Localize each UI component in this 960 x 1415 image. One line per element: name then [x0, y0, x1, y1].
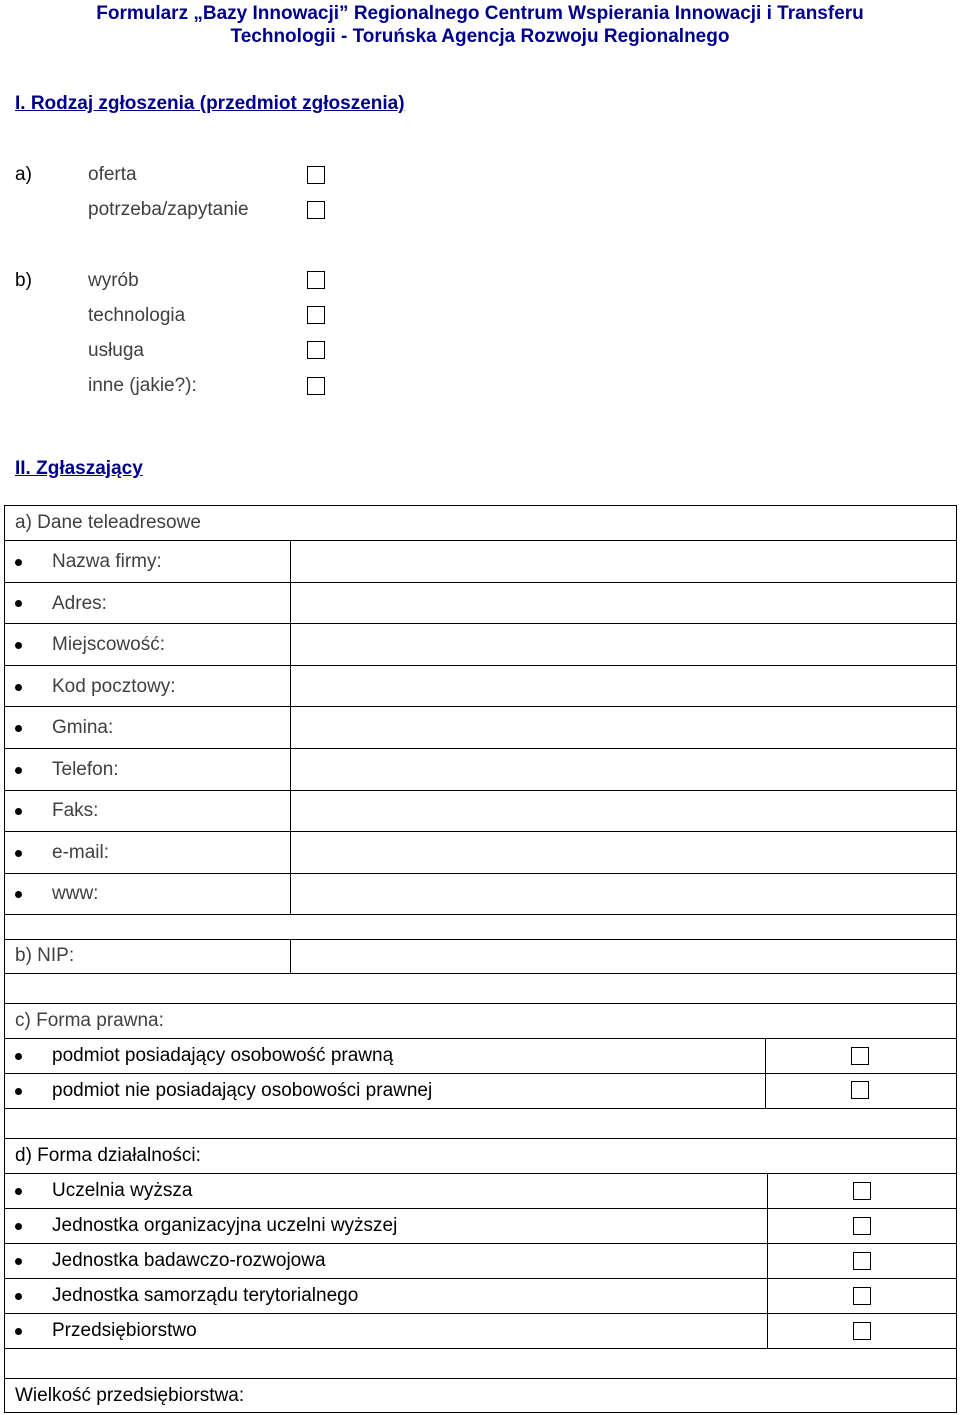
option-technologia-checkbox	[307, 306, 325, 324]
bullet	[15, 1258, 22, 1265]
row-divider	[4, 831, 957, 832]
row-divider	[4, 939, 957, 940]
row-divider	[4, 1278, 957, 1279]
bullet	[15, 1293, 22, 1300]
bullet	[15, 559, 22, 566]
phone-label: Telefon:	[52, 759, 119, 780]
option-oferta-checkbox	[307, 166, 325, 184]
municipality-label: Gmina:	[52, 717, 114, 738]
www-label: www:	[52, 883, 99, 904]
column-divider	[765, 1038, 766, 1108]
row-divider	[4, 665, 957, 666]
row-divider	[4, 1173, 957, 1174]
fax-label: Faks:	[52, 800, 99, 821]
bullet	[15, 1053, 22, 1060]
column-divider	[290, 939, 291, 973]
contact-data-heading: a) Dane teleadresowe	[15, 512, 201, 533]
row-divider	[4, 973, 957, 974]
city-label: Miejscowość:	[52, 634, 165, 655]
bullet	[15, 1328, 22, 1335]
column-divider	[767, 1173, 768, 1348]
bullet	[15, 642, 22, 649]
option-oferta-label: oferta	[88, 164, 137, 185]
option-potrzeba-label: potrzeba/zapytanie	[88, 199, 249, 220]
activity-university-label: Uczelnia wyższa	[52, 1180, 193, 1201]
activity-university-checkbox	[853, 1182, 871, 1200]
legal-form-with-personality-checkbox	[851, 1047, 869, 1065]
legal-form-heading: c) Forma prawna:	[15, 1010, 164, 1031]
option-technologia-label: technologia	[88, 305, 186, 326]
option-inne-label: inne (jakie?):	[88, 375, 197, 396]
form-title-line-2: Technologii - Toruńska Agencja Rozwoju Regionalnego	[230, 26, 730, 47]
activity-research-unit-label: Jednostka badawczo-rozwojowa	[52, 1250, 326, 1271]
group-b-letter: b)	[15, 270, 32, 291]
form-title-line-1: Formularz „Bazy Innowacji” Regionalnego Centrum Wspierania Innowacji i Transferu	[96, 3, 864, 24]
email-label: e-mail:	[52, 842, 110, 863]
activity-enterprise-label: Przedsiębiorstwo	[52, 1320, 197, 1341]
option-potrzeba-checkbox	[307, 201, 325, 219]
row-divider	[4, 1378, 957, 1379]
row-divider	[4, 1108, 957, 1109]
bullet	[15, 1088, 22, 1095]
row-divider	[4, 873, 957, 874]
row-divider	[4, 1348, 957, 1349]
group-a-letter: a)	[15, 164, 32, 185]
legal-form-without-personality-checkbox	[851, 1081, 869, 1099]
legal-form-without-personality-label: podmiot nie posiadający osobowości prawnej	[52, 1080, 433, 1101]
section-2-title: II. Zgłaszający	[15, 458, 143, 479]
option-usluga-label: usługa	[88, 340, 144, 361]
row-divider	[4, 540, 957, 541]
nip-label: b) NIP:	[15, 945, 75, 966]
activity-research-unit-checkbox	[853, 1252, 871, 1270]
activity-university-unit-checkbox	[853, 1217, 871, 1235]
row-divider	[4, 748, 957, 749]
row-divider	[4, 914, 957, 915]
bullet	[15, 725, 22, 732]
enterprise-size-label: Wielkość przedsiębiorstwa:	[15, 1385, 245, 1406]
bullet	[15, 850, 22, 857]
activity-local-government-label: Jednostka samorządu terytorialnego	[52, 1285, 359, 1306]
row-divider	[4, 1038, 957, 1039]
activity-form-heading: d) Forma działalności:	[15, 1145, 201, 1166]
column-divider	[290, 540, 291, 914]
bullet	[15, 684, 22, 691]
row-divider	[4, 1208, 957, 1209]
bullet	[15, 1188, 22, 1195]
section-1-title: I. Rodzaj zgłoszenia (przedmiot zgłoszenia)	[15, 93, 405, 114]
address-label: Adres:	[52, 593, 107, 614]
activity-university-unit-label: Jednostka organizacyjna uczelni wyższej	[52, 1215, 398, 1236]
bullet	[15, 767, 22, 774]
row-divider	[4, 1073, 957, 1074]
row-divider	[4, 1313, 957, 1314]
row-divider	[4, 1138, 957, 1139]
bullet	[15, 808, 22, 815]
row-divider	[4, 706, 957, 707]
activity-local-government-checkbox	[853, 1287, 871, 1305]
row-divider	[4, 582, 957, 583]
option-usluga-checkbox	[307, 341, 325, 359]
bullet	[15, 1223, 22, 1230]
legal-form-with-personality-label: podmiot posiadający osobowość prawną	[52, 1045, 394, 1066]
row-divider	[4, 623, 957, 624]
postal-code-label: Kod pocztowy:	[52, 676, 176, 697]
row-divider	[4, 1003, 957, 1004]
row-divider	[4, 1243, 957, 1244]
option-inne-checkbox	[307, 377, 325, 395]
company-name-label: Nazwa firmy:	[52, 551, 162, 572]
option-wyrob-label: wyrób	[88, 270, 139, 291]
bullet	[15, 891, 22, 898]
row-divider	[4, 790, 957, 791]
activity-enterprise-checkbox	[853, 1322, 871, 1340]
bullet	[15, 600, 22, 607]
option-wyrob-checkbox	[307, 271, 325, 289]
